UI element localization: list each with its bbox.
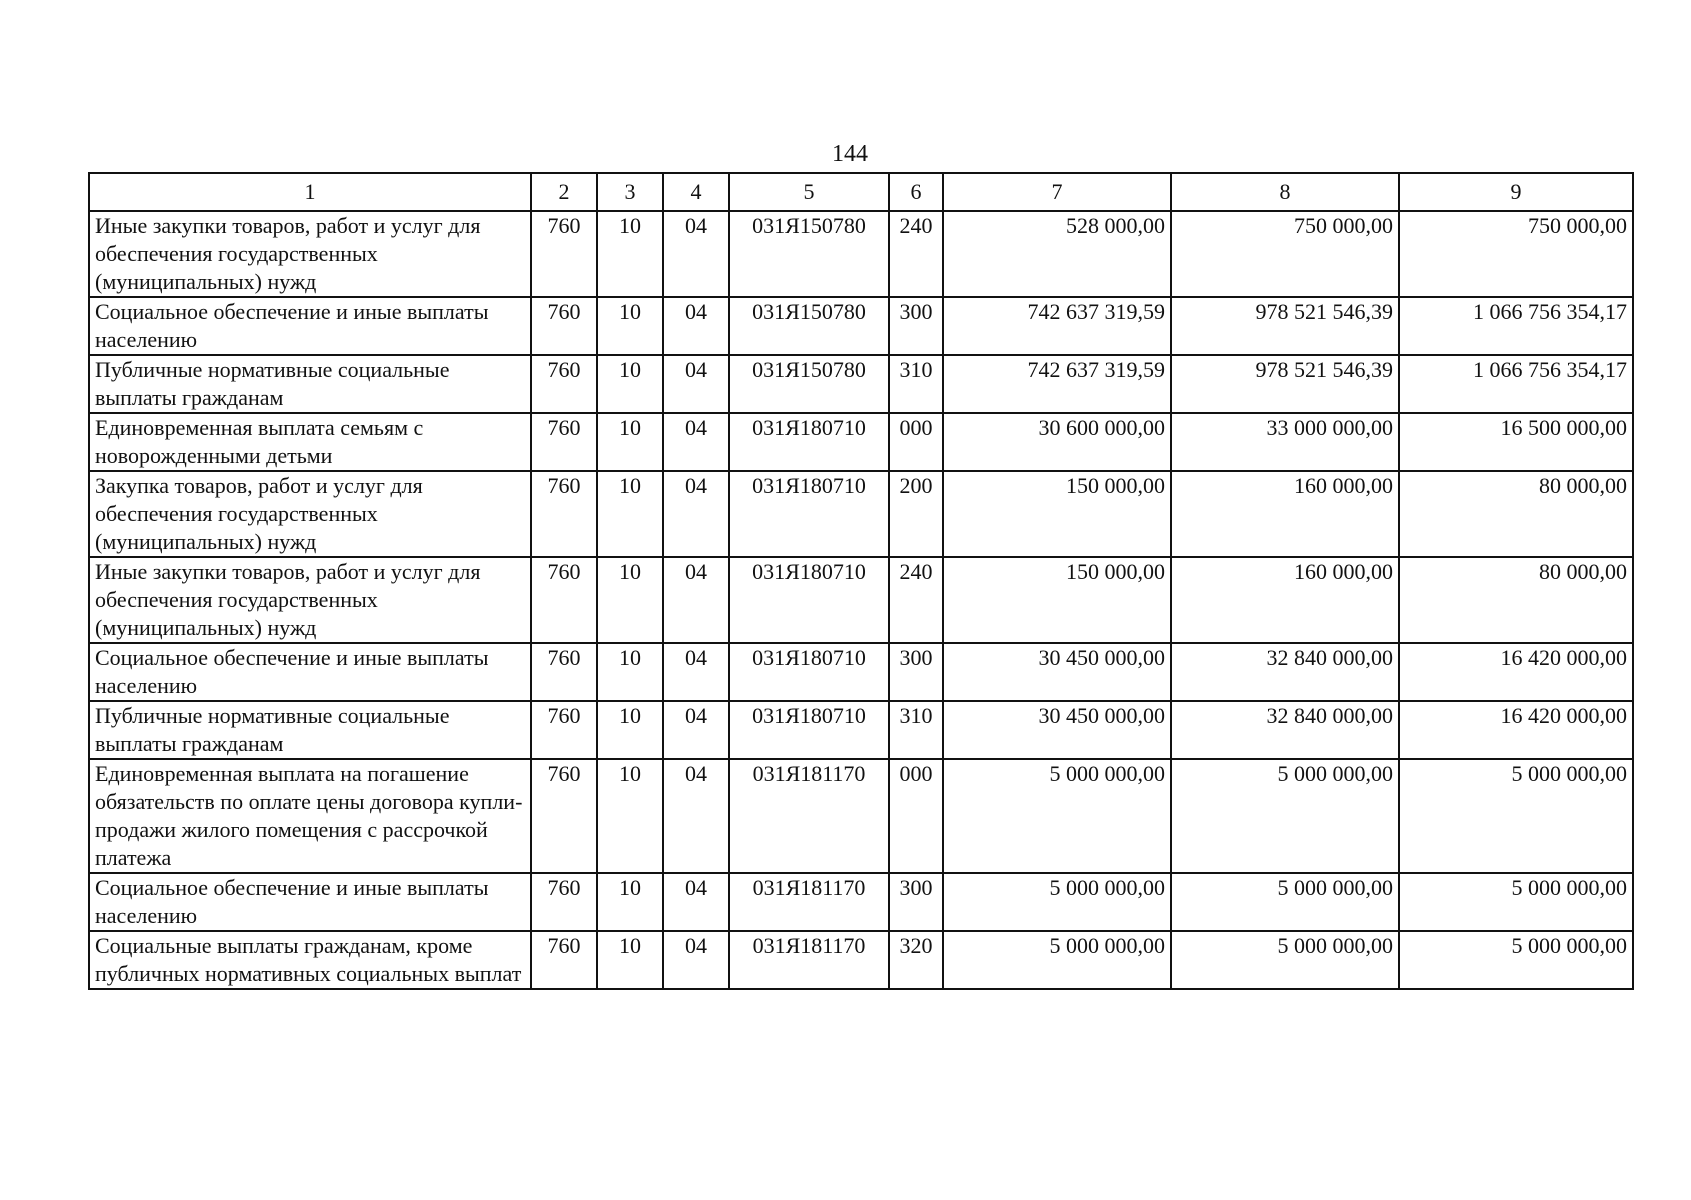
table-row (89, 931, 1633, 989)
column-header: 5 (729, 173, 889, 211)
amount-col8-cell: 5 000 000,00 (1171, 873, 1399, 931)
section-code-cell: 10 (597, 759, 663, 873)
column-header: 4 (663, 173, 729, 211)
row-name-cell: Социальное обеспечение и иные выплаты населению (89, 873, 531, 931)
amount-col7-cell: 30 600 000,00 (943, 413, 1171, 471)
row-name-cell: Социальное обеспечение и иные выплаты населению (89, 297, 531, 355)
subsection-code-cell: 04 (663, 557, 729, 643)
table-row (89, 759, 1633, 873)
table-row (89, 355, 1633, 413)
target-article-cell: 031Я180710 (729, 471, 889, 557)
amount-col9-cell: 80 000,00 (1399, 557, 1633, 643)
amount-col9-cell: 1 066 756 354,17 (1399, 297, 1633, 355)
table-row (89, 701, 1633, 759)
subsection-code-cell: 04 (663, 643, 729, 701)
admin-code-cell: 760 (531, 931, 597, 989)
row-name-cell: Единовременная выплата на погашение обязательств по оплате цены договора купли-продажи жилого помещения с рассрочкой платежа (89, 759, 531, 873)
row-name-cell: Иные закупки товаров, работ и услуг для обеспечения государственных (муниципальных) нужд (89, 211, 531, 297)
section-code-cell: 10 (597, 471, 663, 557)
target-article-cell: 031Я150780 (729, 297, 889, 355)
expense-type-cell: 300 (889, 873, 943, 931)
amount-col8-cell: 978 521 546,39 (1171, 355, 1399, 413)
amount-col9-cell: 750 000,00 (1399, 211, 1633, 297)
section-code-cell: 10 (597, 701, 663, 759)
target-article-cell: 031Я180710 (729, 557, 889, 643)
target-article-cell: 031Я181170 (729, 759, 889, 873)
table-row (89, 297, 1633, 355)
amount-col8-cell: 32 840 000,00 (1171, 701, 1399, 759)
expense-type-cell: 320 (889, 931, 943, 989)
amount-col7-cell: 30 450 000,00 (943, 643, 1171, 701)
admin-code-cell: 760 (531, 471, 597, 557)
amount-col7-cell: 742 637 319,59 (943, 355, 1171, 413)
amount-col9-cell: 5 000 000,00 (1399, 931, 1633, 989)
table-header-row (89, 173, 1633, 211)
subsection-code-cell: 04 (663, 873, 729, 931)
expense-type-cell: 000 (889, 759, 943, 873)
section-code-cell: 10 (597, 413, 663, 471)
table-body (89, 211, 1633, 989)
budget-table (88, 172, 1634, 990)
section-code-cell: 10 (597, 297, 663, 355)
amount-col7-cell: 528 000,00 (943, 211, 1171, 297)
column-header: 1 (89, 173, 531, 211)
admin-code-cell: 760 (531, 643, 597, 701)
expense-type-cell: 200 (889, 471, 943, 557)
row-name-cell: Публичные нормативные социальные выплаты гражданам (89, 701, 531, 759)
amount-col7-cell: 742 637 319,59 (943, 297, 1171, 355)
target-article-cell: 031Я180710 (729, 643, 889, 701)
column-header: 3 (597, 173, 663, 211)
amount-col7-cell: 150 000,00 (943, 471, 1171, 557)
admin-code-cell: 760 (531, 873, 597, 931)
section-code-cell: 10 (597, 931, 663, 989)
amount-col8-cell: 5 000 000,00 (1171, 931, 1399, 989)
section-code-cell: 10 (597, 211, 663, 297)
target-article-cell: 031Я181170 (729, 873, 889, 931)
amount-col7-cell: 150 000,00 (943, 557, 1171, 643)
amount-col8-cell: 978 521 546,39 (1171, 297, 1399, 355)
expense-type-cell: 240 (889, 211, 943, 297)
target-article-cell: 031Я150780 (729, 355, 889, 413)
table-row (89, 873, 1633, 931)
target-article-cell: 031Я150780 (729, 211, 889, 297)
row-name-cell: Единовременная выплата семьям с новорожденными детьми (89, 413, 531, 471)
row-name-cell: Иные закупки товаров, работ и услуг для обеспечения государственных (муниципальных) нужд (89, 557, 531, 643)
amount-col8-cell: 32 840 000,00 (1171, 643, 1399, 701)
amount-col8-cell: 160 000,00 (1171, 471, 1399, 557)
amount-col9-cell: 16 420 000,00 (1399, 643, 1633, 701)
table-row (89, 211, 1633, 297)
subsection-code-cell: 04 (663, 931, 729, 989)
admin-code-cell: 760 (531, 759, 597, 873)
row-name-cell: Социальное обеспечение и иные выплаты населению (89, 643, 531, 701)
amount-col9-cell: 80 000,00 (1399, 471, 1633, 557)
row-name-cell: Социальные выплаты гражданам, кроме публичных нормативных социальных выплат (89, 931, 531, 989)
section-code-cell: 10 (597, 355, 663, 413)
amount-col8-cell: 5 000 000,00 (1171, 759, 1399, 873)
table-row (89, 413, 1633, 471)
admin-code-cell: 760 (531, 413, 597, 471)
admin-code-cell: 760 (531, 557, 597, 643)
expense-type-cell: 300 (889, 297, 943, 355)
column-header: 6 (889, 173, 943, 211)
row-name-cell: Закупка товаров, работ и услуг для обеспечения государственных (муниципальных) нужд (89, 471, 531, 557)
section-code-cell: 10 (597, 557, 663, 643)
amount-col9-cell: 16 500 000,00 (1399, 413, 1633, 471)
target-article-cell: 031Я181170 (729, 931, 889, 989)
amount-col8-cell: 750 000,00 (1171, 211, 1399, 297)
page-number: 144 (832, 141, 868, 167)
expense-type-cell: 310 (889, 701, 943, 759)
subsection-code-cell: 04 (663, 413, 729, 471)
column-header: 8 (1171, 173, 1399, 211)
column-header: 9 (1399, 173, 1633, 211)
subsection-code-cell: 04 (663, 297, 729, 355)
amount-col9-cell: 5 000 000,00 (1399, 759, 1633, 873)
subsection-code-cell: 04 (663, 759, 729, 873)
admin-code-cell: 760 (531, 355, 597, 413)
row-name-cell: Публичные нормативные социальные выплаты гражданам (89, 355, 531, 413)
amount-col9-cell: 5 000 000,00 (1399, 873, 1633, 931)
column-header: 2 (531, 173, 597, 211)
admin-code-cell: 760 (531, 701, 597, 759)
target-article-cell: 031Я180710 (729, 413, 889, 471)
admin-code-cell: 760 (531, 211, 597, 297)
target-article-cell: 031Я180710 (729, 701, 889, 759)
subsection-code-cell: 04 (663, 355, 729, 413)
section-code-cell: 10 (597, 643, 663, 701)
subsection-code-cell: 04 (663, 211, 729, 297)
amount-col9-cell: 1 066 756 354,17 (1399, 355, 1633, 413)
expense-type-cell: 240 (889, 557, 943, 643)
section-code-cell: 10 (597, 873, 663, 931)
amount-col9-cell: 16 420 000,00 (1399, 701, 1633, 759)
expense-type-cell: 000 (889, 413, 943, 471)
amount-col7-cell: 5 000 000,00 (943, 759, 1171, 873)
table-row (89, 643, 1633, 701)
amount-col7-cell: 5 000 000,00 (943, 931, 1171, 989)
subsection-code-cell: 04 (663, 701, 729, 759)
column-header: 7 (943, 173, 1171, 211)
table-row (89, 471, 1633, 557)
amount-col7-cell: 30 450 000,00 (943, 701, 1171, 759)
expense-type-cell: 300 (889, 643, 943, 701)
subsection-code-cell: 04 (663, 471, 729, 557)
amount-col7-cell: 5 000 000,00 (943, 873, 1171, 931)
expense-type-cell: 310 (889, 355, 943, 413)
admin-code-cell: 760 (531, 297, 597, 355)
amount-col8-cell: 33 000 000,00 (1171, 413, 1399, 471)
amount-col8-cell: 160 000,00 (1171, 557, 1399, 643)
table-row (89, 557, 1633, 643)
